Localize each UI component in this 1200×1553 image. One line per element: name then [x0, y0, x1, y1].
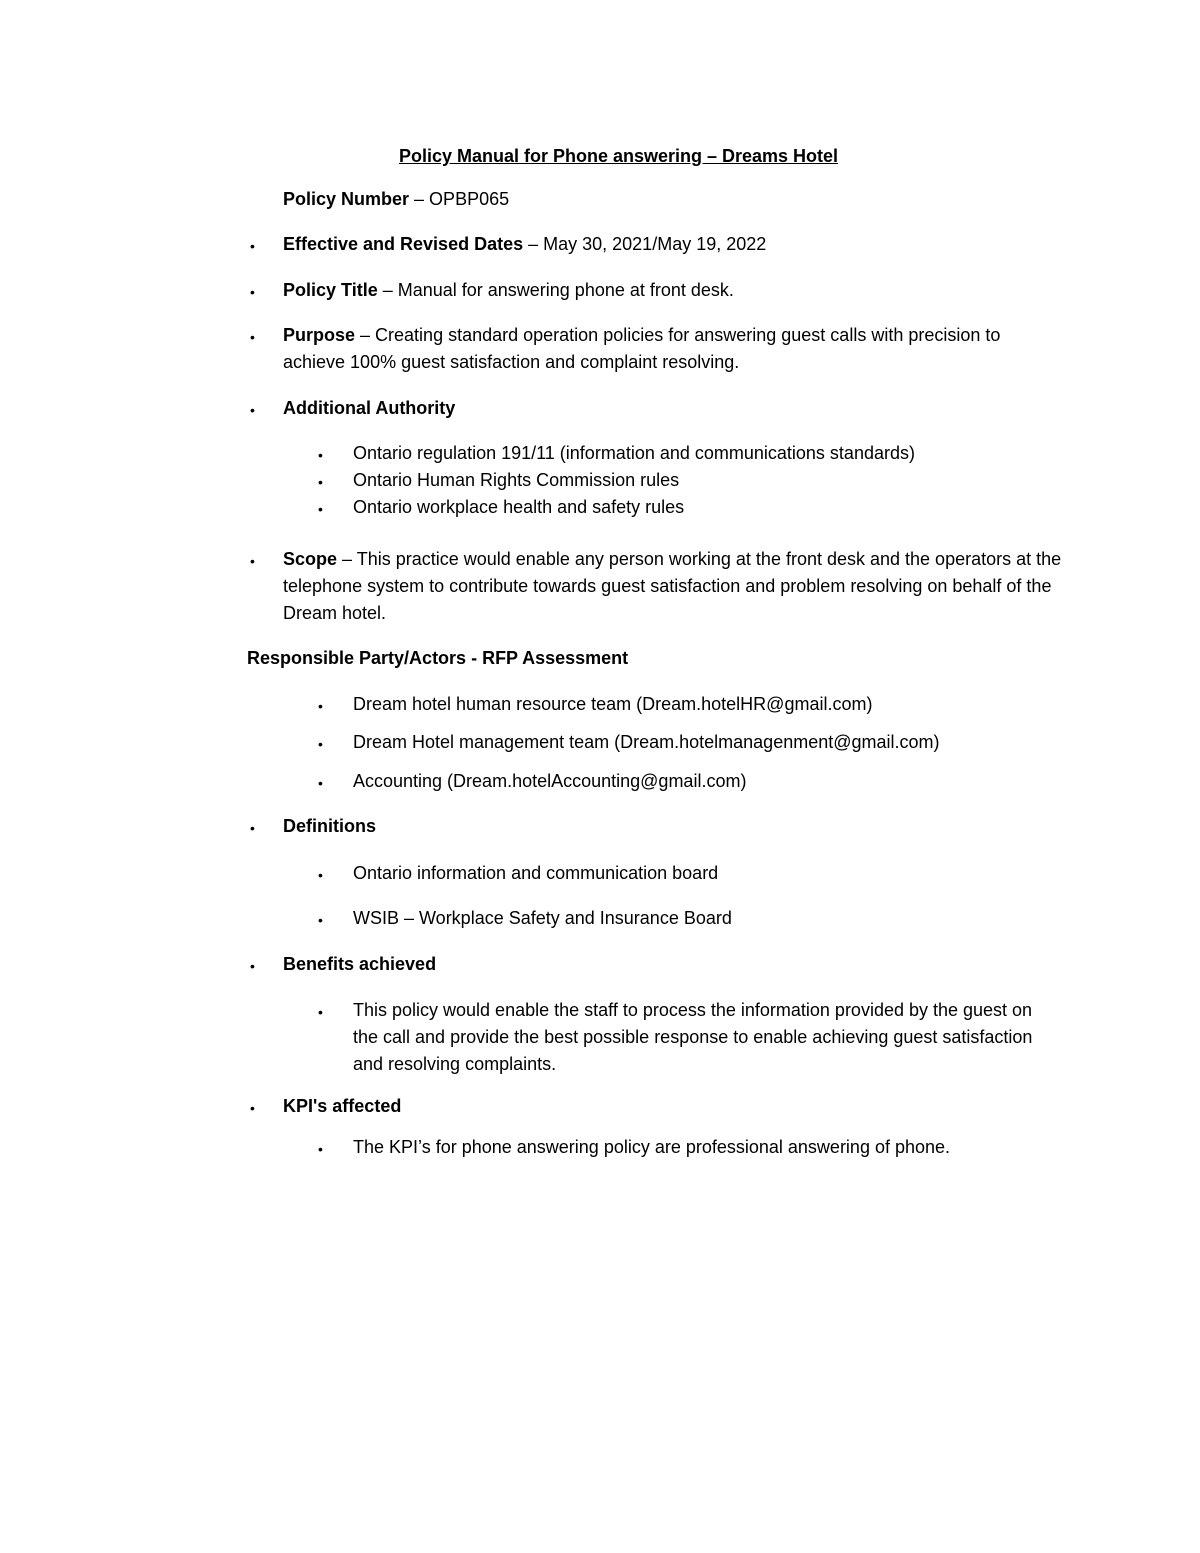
policy-number-label: Policy Number: [283, 189, 410, 209]
policy-title-label: Policy Title: [283, 280, 378, 300]
purpose-value: – Creating standard operation policies for answering guest calls with precision to achieve 100% guest satisfaction and complaint resolving.: [283, 325, 1001, 372]
effective-dates-label: Effective and Revised Dates: [283, 234, 524, 254]
additional-authority-label: Additional Authority: [283, 398, 456, 418]
page-title: Policy Manual for Phone answering – Dreams Hotel: [398, 146, 839, 166]
policy-title-value: – Manual for answering phone at front desk.: [377, 280, 734, 300]
bullet-effective: •: [250, 238, 255, 254]
bullet-definition-1: •: [318, 867, 323, 883]
kpi-item-1: The KPI’s for phone answering policy are professional answering of phone.: [353, 1137, 951, 1157]
purpose-label: Purpose: [283, 325, 356, 345]
bullet-authority-3: •: [318, 501, 323, 517]
scope-label: Scope: [283, 549, 338, 569]
policy-title-line: [283, 277, 734, 304]
authority-item-3: Ontario workplace health and safety rules: [353, 497, 685, 517]
scope-paragraph: [283, 546, 1063, 627]
responsible-item-2: Dream Hotel management team (Dream.hotelmanagenment@gmail.com): [353, 732, 940, 752]
authority-item-2: Ontario Human Rights Commission rules: [353, 470, 680, 490]
bullet-benefits: •: [250, 958, 255, 974]
effective-dates-value: – May 30, 2021/May 19, 2022: [523, 234, 767, 254]
policy-number-value: – OPBP065: [409, 189, 510, 209]
bullet-authority-2: •: [318, 474, 323, 490]
responsible-item-1: Dream hotel human resource team (Dream.hotelHR@gmail.com): [353, 694, 873, 714]
bullet-scope: •: [250, 553, 255, 569]
responsible-heading: Responsible Party/Actors - RFP Assessment: [247, 648, 629, 668]
bullet-definition-2: •: [318, 912, 323, 928]
bullet-responsible-3: •: [318, 775, 323, 791]
definitions-label: Definitions: [283, 816, 376, 836]
benefit-item-1: This policy would enable the staff to process the information provided by the guest on the call and provide the best possible response to enable achieving guest satisfaction and resolving complaints.: [353, 1000, 1033, 1074]
bullet-authority-1: •: [318, 447, 323, 463]
policy-number-line: [283, 186, 509, 213]
benefits-label: Benefits achieved: [283, 954, 437, 974]
purpose-paragraph: [283, 322, 1063, 376]
bullet-purpose: •: [250, 329, 255, 345]
bullet-kpi-1: •: [318, 1141, 323, 1157]
definition-item-1: Ontario information and communication board: [353, 863, 719, 883]
effective-dates-line: [283, 231, 766, 258]
scope-value: – This practice would enable any person working at the front desk and the operators at the telephone system to contribute towards guest satisfaction and problem resolving on behalf of the Dream hotel.: [283, 549, 1062, 623]
bullet-responsible-2: •: [318, 736, 323, 752]
bullet-benefit-1: •: [318, 1004, 323, 1020]
definition-item-2: WSIB – Workplace Safety and Insurance Board: [353, 908, 732, 928]
authority-item-1: Ontario regulation 191/11 (information and communications standards): [353, 443, 915, 463]
responsible-item-3: Accounting (Dream.hotelAccounting@gmail.com): [353, 771, 747, 791]
bullet-kpis: •: [250, 1100, 255, 1116]
kpis-label: KPI's affected: [283, 1096, 402, 1116]
bullet-policy-title: •: [250, 284, 255, 300]
bullet-definitions: •: [250, 820, 255, 836]
bullet-responsible-1: •: [318, 698, 323, 714]
bullet-additional-authority: •: [250, 402, 255, 418]
